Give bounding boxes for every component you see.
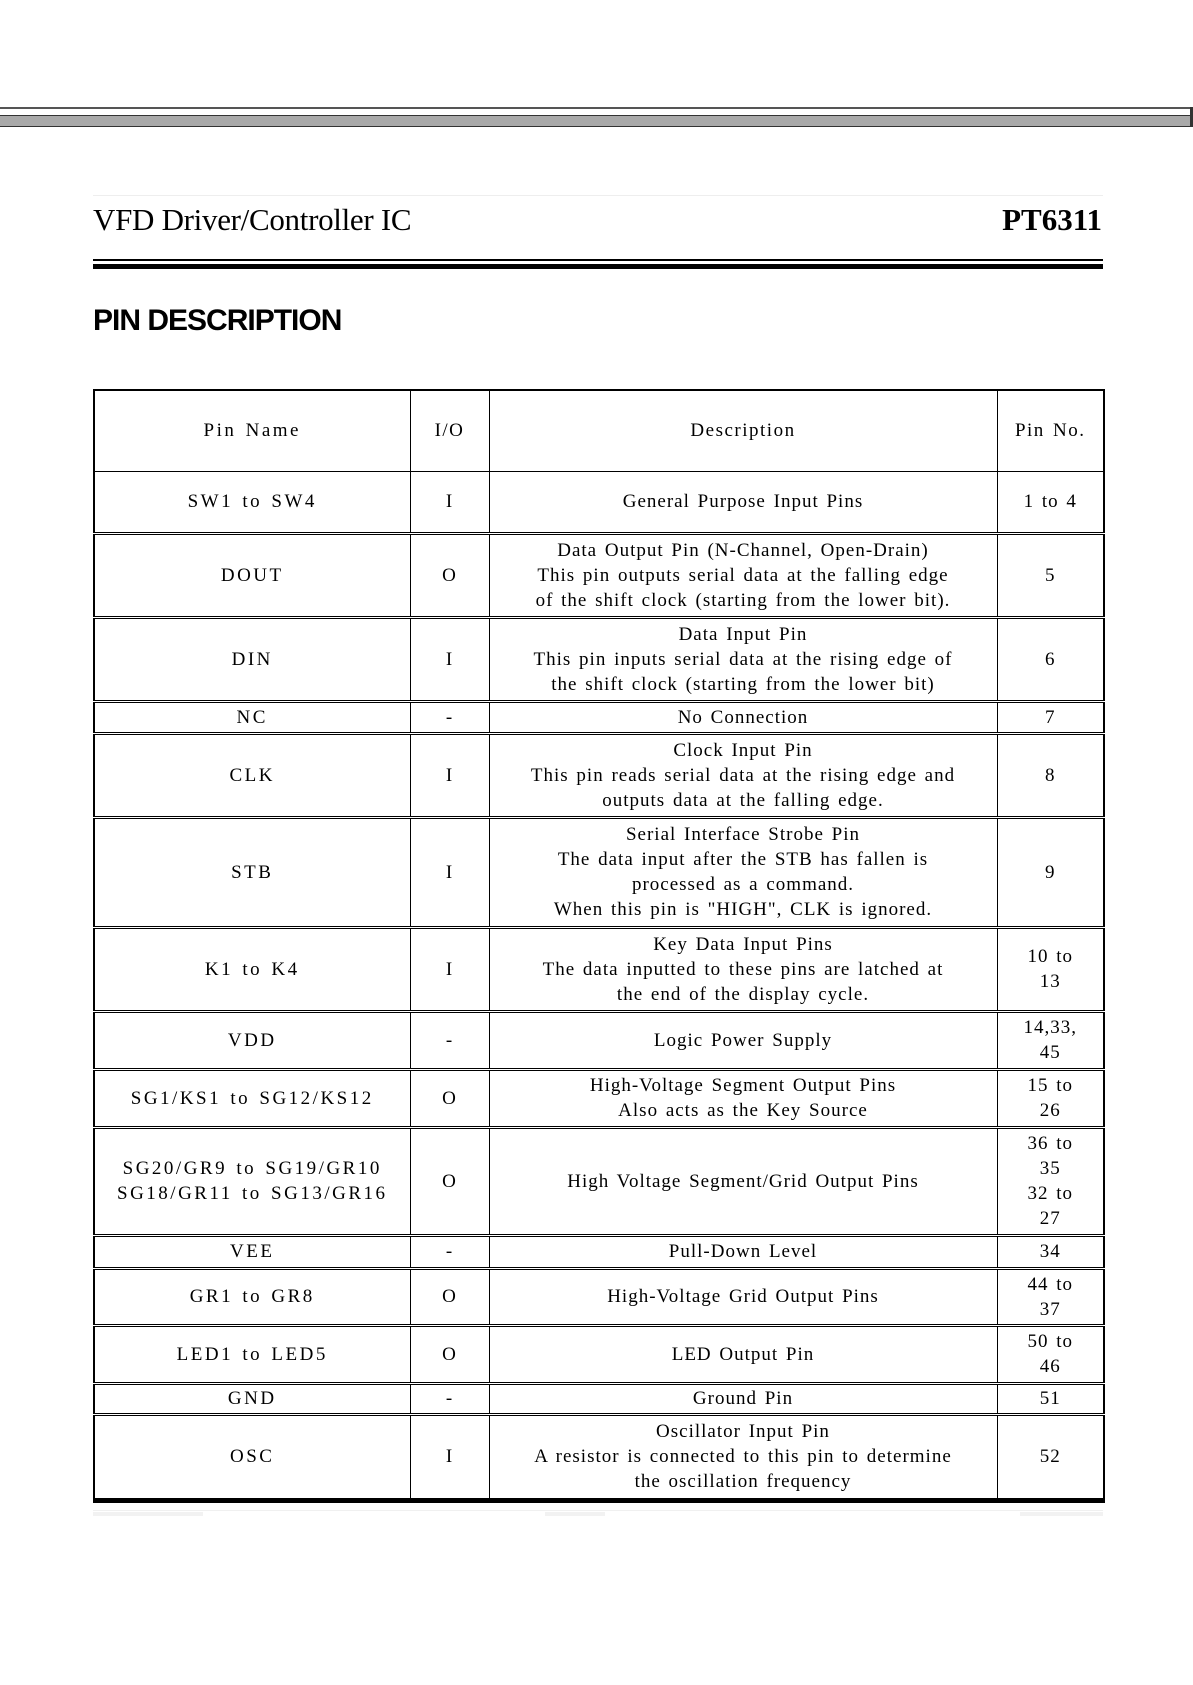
- cell-description: [489, 733, 997, 817]
- cell-io: -: [410, 701, 489, 733]
- cell-pin-no: [997, 1383, 1104, 1414]
- cell-io: O: [410, 1127, 489, 1235]
- table-row: [94, 533, 1104, 617]
- cell-pin-name: [94, 733, 410, 817]
- description-line: Key Data Input Pins: [653, 933, 833, 955]
- cell-io: O: [410, 1069, 489, 1127]
- pin-name-line: STB: [231, 861, 274, 883]
- pin-name-line: GR1 to GR8: [189, 1286, 315, 1307]
- pin-no-line: 44 to: [1027, 1273, 1074, 1295]
- cell-description: [489, 1414, 997, 1500]
- pin-no-line: 5: [1045, 564, 1056, 586]
- description-line: The data input after the STB has fallen is: [557, 849, 929, 870]
- table-row: [94, 1383, 1104, 1414]
- pin-no-line: 6: [1045, 648, 1056, 670]
- footer-faint-mark: [93, 1512, 203, 1516]
- pin-name-line: LED1 to LED5: [176, 1343, 328, 1365]
- cell-pin-no: [997, 471, 1104, 533]
- pin-no-line: 15 to: [1027, 1075, 1074, 1096]
- cell-description: [489, 1325, 997, 1383]
- cell-pin-name: [94, 1235, 410, 1268]
- pin-no-line: 8: [1045, 764, 1056, 786]
- pin-description-table: [93, 389, 1105, 1503]
- column-header-description: Description: [489, 390, 997, 471]
- table-row: [94, 1127, 1104, 1235]
- description-line: This pin reads serial data at the rising edge and: [530, 764, 956, 786]
- cell-pin-name: [94, 1127, 410, 1235]
- description-line: Serial Interface Strobe Pin: [625, 824, 860, 845]
- cell-io: I: [410, 927, 489, 1011]
- pin-no-line: 13: [1039, 971, 1061, 992]
- cell-description: [489, 1383, 997, 1414]
- cell-description: [489, 927, 997, 1011]
- description-line: the shift clock (starting from the lower bit): [551, 673, 935, 695]
- pin-no-line: 34: [1039, 1241, 1061, 1262]
- cell-pin-name: [94, 817, 410, 927]
- table-row: [94, 1235, 1104, 1268]
- description-line: High-Voltage Grid Output Pins: [607, 1286, 879, 1307]
- pin-no-line: 9: [1045, 861, 1056, 883]
- document-title: VFD Driver/Controller IC: [93, 202, 412, 237]
- cell-pin-no: [997, 1235, 1104, 1268]
- description-line: Data Output Pin (N-Channel, Open-Drain): [557, 539, 929, 561]
- cell-pin-no: [997, 1414, 1104, 1500]
- cell-pin-name: [94, 533, 410, 617]
- pin-no-line: 51: [1039, 1388, 1061, 1409]
- table-row: [94, 1268, 1104, 1325]
- table-row: [94, 1069, 1104, 1127]
- description-line: Logic Power Supply: [653, 1029, 833, 1051]
- cell-pin-name: [94, 1414, 410, 1500]
- pin-no-line: 50 to: [1027, 1331, 1074, 1352]
- section-title: PIN DESCRIPTION: [93, 304, 342, 337]
- pin-name-line: OSC: [230, 1446, 275, 1467]
- description-line: Oscillator Input Pin: [656, 1421, 830, 1442]
- pin-no-line: 27: [1039, 1208, 1061, 1229]
- pin-no-line: 32 to: [1027, 1183, 1074, 1204]
- pin-no-line: 26: [1039, 1100, 1061, 1121]
- description-line: When this pin is "HIGH", CLK is ignored.: [553, 899, 933, 920]
- pin-no-line: 37: [1039, 1298, 1061, 1320]
- description-line: High Voltage Segment/Grid Output Pins: [567, 1170, 919, 1192]
- table-row: [94, 471, 1104, 533]
- description-line: Pull-Down Level: [668, 1241, 818, 1262]
- cell-pin-no: [997, 1325, 1104, 1383]
- description-line: High-Voltage Segment Output Pins: [589, 1075, 897, 1096]
- description-line: the end of the display cycle.: [616, 983, 870, 1005]
- pin-no-line: 10 to: [1027, 946, 1074, 967]
- description-line: No Connection: [677, 706, 809, 728]
- description-line: General Purpose Input Pins: [622, 491, 864, 512]
- description-line: This pin outputs serial data at the falling edge: [537, 564, 949, 586]
- table-body: [94, 471, 1104, 1500]
- table-header-row: [94, 390, 1104, 471]
- pin-name-line: VEE: [230, 1241, 275, 1262]
- cell-pin-no: [997, 1268, 1104, 1325]
- cell-description: [489, 1235, 997, 1268]
- table-row: [94, 817, 1104, 927]
- cell-pin-name: [94, 617, 410, 701]
- description-line: A resistor is connected to this pin to determine: [534, 1446, 952, 1467]
- pin-name-line: NC: [236, 706, 268, 728]
- pin-name-line: DIN: [231, 648, 273, 670]
- cell-pin-name: [94, 471, 410, 533]
- top-rule-thick: [0, 115, 1193, 127]
- cell-description: [489, 1268, 997, 1325]
- table-row: [94, 701, 1104, 733]
- description-line: processed as a command.: [631, 874, 855, 895]
- cell-io: -: [410, 1011, 489, 1069]
- cell-io: -: [410, 1383, 489, 1414]
- cell-pin-name: [94, 1268, 410, 1325]
- cell-description: [489, 1011, 997, 1069]
- cell-io: I: [410, 471, 489, 533]
- cell-pin-no: [997, 1069, 1104, 1127]
- pin-name-line: K1 to K4: [204, 958, 300, 980]
- cell-io: I: [410, 733, 489, 817]
- column-header-pin-no: Pin No.: [997, 390, 1104, 471]
- cell-description: [489, 617, 997, 701]
- cell-io: O: [410, 1268, 489, 1325]
- description-line: the oscillation frequency: [634, 1471, 852, 1492]
- cell-io: O: [410, 1325, 489, 1383]
- pin-name-line: VDD: [227, 1029, 277, 1051]
- cell-io: I: [410, 1414, 489, 1500]
- cell-io: -: [410, 1235, 489, 1268]
- description-line: The data inputted to these pins are latched at: [542, 958, 944, 980]
- pin-name-line: DOUT: [220, 564, 284, 586]
- cell-pin-name: [94, 701, 410, 733]
- table-row: [94, 1325, 1104, 1383]
- cell-pin-no: [997, 1127, 1104, 1235]
- description-line: of the shift clock (starting from the lower bit).: [535, 589, 951, 611]
- cell-description: [489, 817, 997, 927]
- pin-name-line: GND: [227, 1388, 277, 1409]
- footer-faint-mark: [545, 1512, 605, 1516]
- cell-pin-no: [997, 927, 1104, 1011]
- table-row: [94, 1414, 1104, 1500]
- header-rule-thin: [93, 259, 1103, 261]
- table-row: [94, 1011, 1104, 1069]
- cell-description: [489, 1127, 997, 1235]
- cell-io: I: [410, 817, 489, 927]
- cell-pin-no: [997, 701, 1104, 733]
- description-line: Ground Pin: [692, 1388, 794, 1409]
- pin-no-line: 52: [1039, 1446, 1061, 1467]
- pin-no-line: 35: [1039, 1158, 1061, 1179]
- column-header-pin-name: Pin Name: [94, 390, 410, 471]
- pin-no-line: 46: [1039, 1356, 1061, 1377]
- cell-pin-name: [94, 1325, 410, 1383]
- pin-name-line: CLK: [229, 764, 275, 786]
- cell-pin-no: [997, 533, 1104, 617]
- cell-description: [489, 533, 997, 617]
- description-line: outputs data at the falling edge.: [602, 789, 884, 811]
- pin-name-line: SG1/KS1 to SG12/KS12: [130, 1087, 374, 1109]
- cell-pin-no: [997, 733, 1104, 817]
- column-header-io: I/O: [410, 390, 489, 471]
- cell-pin-no: [997, 1011, 1104, 1069]
- top-rule-thin: [0, 107, 1193, 109]
- cell-io: O: [410, 533, 489, 617]
- table-row: [94, 927, 1104, 1011]
- pin-no-line: 36 to: [1027, 1133, 1074, 1154]
- cell-pin-name: [94, 1069, 410, 1127]
- description-line: Data Input Pin: [678, 623, 808, 645]
- pin-name-line: SG20/GR9 to SG19/GR10: [122, 1158, 382, 1179]
- pin-no-line: 7: [1045, 706, 1056, 728]
- description-line: Clock Input Pin: [673, 739, 813, 761]
- pin-name-line: SG18/GR11 to SG13/GR16: [117, 1183, 388, 1204]
- cell-pin-no: [997, 617, 1104, 701]
- cell-pin-name: [94, 1383, 410, 1414]
- footer-faint-line: [93, 1510, 1103, 1511]
- description-line: LED Output Pin: [671, 1343, 815, 1365]
- description-line: This pin inputs serial data at the rising edge of: [533, 648, 953, 670]
- table-row: [94, 733, 1104, 817]
- table-row: [94, 617, 1104, 701]
- cell-description: [489, 701, 997, 733]
- header-faint-line: [93, 195, 1103, 196]
- pin-no-line: 1 to 4: [1023, 491, 1077, 512]
- cell-pin-no: [997, 817, 1104, 927]
- pin-no-line: 14,33,: [1023, 1017, 1077, 1038]
- cell-description: [489, 471, 997, 533]
- cell-io: I: [410, 617, 489, 701]
- description-line: Also acts as the Key Source: [618, 1100, 868, 1121]
- cell-pin-name: [94, 927, 410, 1011]
- footer-faint-mark: [1020, 1512, 1103, 1516]
- header-rule-thick: [93, 264, 1103, 269]
- cell-pin-name: [94, 1011, 410, 1069]
- model-number: PT6311: [1002, 202, 1102, 237]
- pin-no-line: 45: [1039, 1042, 1061, 1063]
- cell-description: [489, 1069, 997, 1127]
- pin-name-line: SW1 to SW4: [187, 491, 317, 512]
